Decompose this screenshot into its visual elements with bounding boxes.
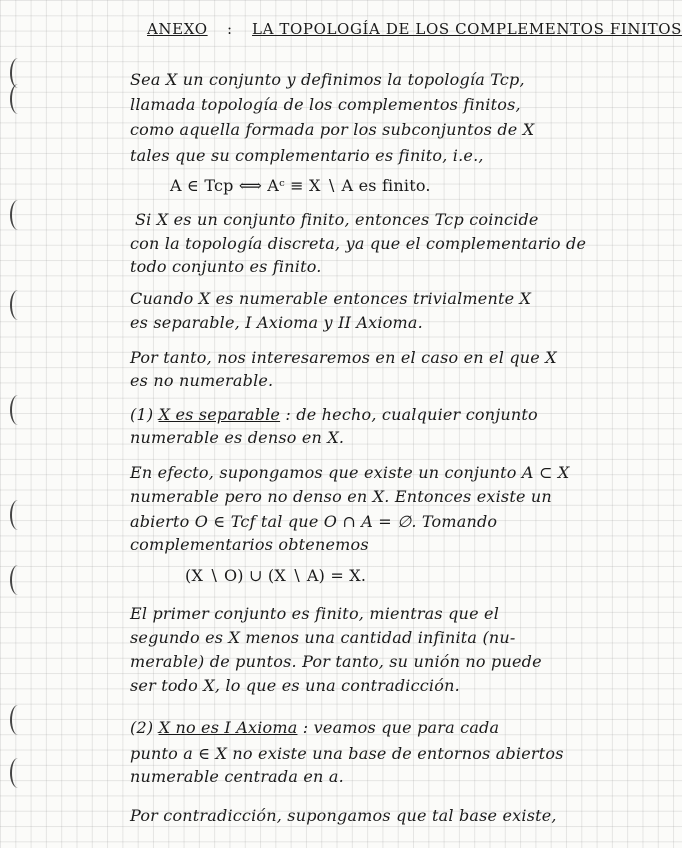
- text-line: Si X es un conjunto finito, entonces Tcp coincide: [135, 210, 539, 229]
- section-heading-1: [130, 405, 600, 425]
- text-line: es no numerable.: [130, 371, 274, 390]
- section-number: (1): [130, 405, 154, 424]
- binder-ring-mark: [10, 758, 26, 788]
- text-line: con la topología discreta, ya que el complementario de: [130, 234, 587, 253]
- text-line: merable) de puntos. Por tanto, su unión no puede: [130, 652, 542, 671]
- text-line: abierto O ∈ Tcf tal que O ∩ A = ∅. Tomando: [130, 512, 498, 531]
- text-line: El primer conjunto es finito, mientras que el: [130, 604, 500, 623]
- title-separator: :: [227, 20, 233, 38]
- section-number: (2): [130, 718, 154, 737]
- text-line: tales que su complementario es finito, i.e.,: [130, 146, 484, 165]
- section-title: X es separable: [158, 405, 281, 424]
- title-heading: LA TOPOLOGÍA DE LOS COMPLEMENTOS FINITOS: [252, 20, 682, 38]
- text-line: todo conjunto es finito.: [130, 257, 322, 276]
- text-line: Por tanto, nos interesaremos en el caso en el que X: [130, 348, 557, 367]
- binder-ring-mark: [10, 290, 26, 320]
- text-line: Sea X un conjunto y definimos la topología Tcp,: [130, 70, 525, 89]
- annex-label: ANEXO: [147, 20, 208, 38]
- text-line: ser todo X, lo que es una contradicción.: [130, 676, 460, 695]
- binder-ring-mark: [10, 705, 26, 735]
- text-line: segundo es X menos una cantidad infinita (nu-: [130, 628, 516, 647]
- text-line: numerable es denso en X.: [130, 428, 345, 447]
- binder-ring-mark: [10, 500, 26, 530]
- binder-ring-mark: [10, 565, 26, 595]
- text-line: llamada topología de los complementos finitos,: [130, 95, 521, 114]
- section-title: X no es I Axioma: [158, 718, 298, 737]
- text-line: Por contradicción, supongamos que tal base existe,: [130, 806, 557, 825]
- formula-union: (X ∖ O) ∪ (X ∖ A) = X.: [185, 566, 367, 585]
- text-line: punto a ∈ X no existe una base de entornos abiertos: [130, 744, 564, 763]
- text-line: como aquella formada por los subconjuntos de X: [130, 120, 535, 139]
- binder-ring-mark: [10, 84, 26, 114]
- text-line: complementarios obtenemos: [130, 535, 369, 554]
- page-title: [147, 20, 682, 38]
- formula-definition: A ∈ Tcp ⟺ Aᶜ ≡ X ∖ A es finito.: [170, 176, 431, 195]
- text-line: numerable pero no denso en X. Entonces existe un: [130, 487, 552, 506]
- binder-ring-mark: [10, 200, 26, 230]
- section-rest: : de hecho, cualquier conjunto: [285, 405, 538, 424]
- text-line: es separable, I Axioma y II Axioma.: [130, 313, 423, 332]
- binder-ring-mark: [10, 395, 26, 425]
- section-rest: : veamos que para cada: [302, 718, 500, 737]
- section-heading-2: [130, 718, 600, 738]
- text-line: Cuando X es numerable entonces trivialmente X: [130, 289, 532, 308]
- text-line: numerable centrada en a.: [130, 767, 344, 786]
- text-line: En efecto, supongamos que existe un conjunto A ⊂ X: [130, 463, 570, 482]
